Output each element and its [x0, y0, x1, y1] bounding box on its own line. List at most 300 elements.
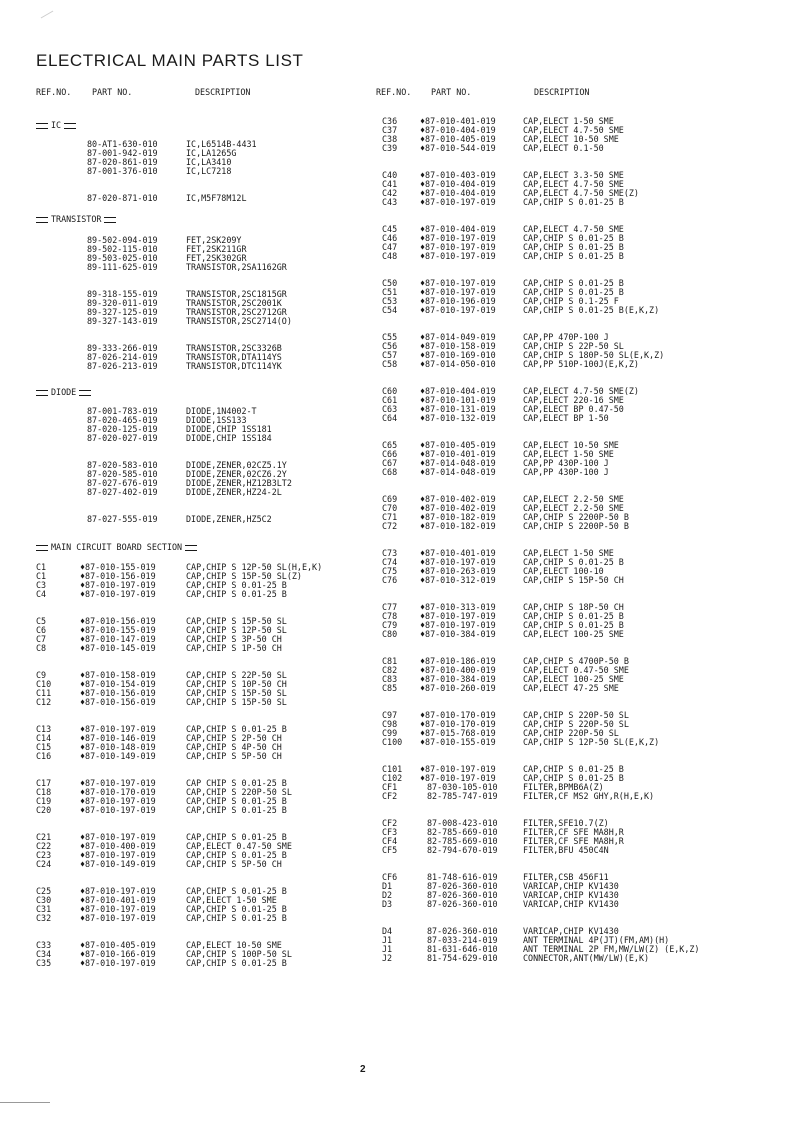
part-no: ♦87-014-049-019 — [420, 332, 496, 342]
description: CAP,ELECT 10-50 SME — [523, 440, 619, 450]
ref-no: C30 — [36, 895, 52, 905]
ref-no: C19 — [36, 796, 52, 806]
ref-no: C53 — [382, 296, 398, 306]
section-rule-right — [104, 217, 116, 223]
part-no: ♦87-010-197-019 — [80, 589, 156, 599]
part-no: ♦87-010-158-019 — [420, 341, 496, 351]
description: DIODE,ZENER,02CZ6.2Y — [186, 469, 287, 479]
description: DIODE,ZENER,HZ5C2 — [186, 514, 272, 524]
ref-no: C60 — [382, 386, 398, 396]
ref-no: C78 — [382, 611, 398, 621]
part-no: ♦87-010-402-019 — [420, 494, 496, 504]
part-no: ♦87-010-197-019 — [80, 904, 156, 914]
part-no: ♦87-010-166-019 — [80, 949, 156, 959]
ref-no: C23 — [36, 850, 52, 860]
description: CAP,CHIP S 0.01-25 B — [186, 805, 287, 815]
description: CAP,CHIP S 15P-50 SL(Z) — [186, 571, 302, 581]
header-ref-right: REF.NO. — [376, 87, 412, 97]
part-no: ♦87-010-170-019 — [80, 787, 156, 797]
part-no: ♦87-010-101-019 — [420, 395, 496, 405]
header-part-right: PART NO. — [431, 87, 472, 97]
part-no: ♦87-010-132-019 — [420, 413, 496, 423]
part-no: 89-327-125-019 — [87, 307, 158, 317]
section-rule-right — [185, 545, 197, 551]
part-no: 89-320-011-019 — [87, 298, 158, 308]
description: CAP,CHIP S 0.1-25 F — [523, 296, 619, 306]
ref-no: C9 — [36, 670, 47, 680]
section-rule-left — [36, 217, 48, 223]
part-no: ♦87-010-156-019 — [80, 697, 156, 707]
ref-no: C82 — [382, 665, 398, 675]
description: FILTER,CF SFE MA8H,R — [523, 836, 624, 846]
description: CAP,CHIP S 0.01-25 B — [523, 242, 624, 252]
description: CAP,CHIP S 15P-50 CH — [523, 575, 624, 585]
part-no: 87-030-105-010 — [427, 782, 498, 792]
ref-no: C22 — [36, 841, 52, 851]
part-no: 89-503-025-010 — [87, 253, 158, 263]
part-no: ♦87-010-197-019 — [420, 242, 496, 252]
ref-no: C101 — [382, 764, 403, 774]
description: TRANSISTOR,2SC3326B — [186, 343, 282, 353]
ref-no: C5 — [36, 616, 47, 626]
ref-no: C25 — [36, 886, 52, 896]
description: CAP,ELECT 10-50 SME — [186, 940, 282, 950]
ref-no: C15 — [36, 742, 52, 752]
ref-no: CF2 — [382, 791, 398, 801]
ref-no: C97 — [382, 710, 398, 720]
part-no: ♦87-010-148-019 — [80, 742, 156, 752]
description: CAP,ELECT 4.7-50 SME(Z) — [523, 188, 639, 198]
part-no: ♦87-010-154-019 — [80, 679, 156, 689]
description: CAP,ELECT 4.7-50 SME — [523, 125, 624, 135]
description: CAP,CHIP S 15P-50 SL — [186, 688, 287, 698]
description: CAP,CHIP S 0.01-25 B — [186, 589, 287, 599]
ref-no: C31 — [36, 904, 52, 914]
description: CAP,CHIP S 1P-50 CH — [186, 643, 282, 653]
ref-no: C20 — [36, 805, 52, 815]
part-no: ♦87-010-196-019 — [420, 296, 496, 306]
ref-no: C39 — [382, 143, 398, 153]
description: DIODE,ZENER,HZ24-2L — [186, 487, 282, 497]
description: CAP,CHIP S 220P-50 SL — [186, 787, 292, 797]
description: CAP,CHIP S 0.01-25 B — [523, 251, 624, 261]
ref-no: D2 — [382, 890, 393, 900]
part-no: 87-026-214-019 — [87, 352, 158, 362]
description: TRANSISTOR,2SC2001K — [186, 298, 282, 308]
part-no: ♦87-010-197-019 — [420, 305, 496, 315]
ref-no: J1 — [382, 935, 393, 945]
ref-no: C50 — [382, 278, 398, 288]
part-no: 89-333-266-019 — [87, 343, 158, 353]
part-no: ♦87-010-149-019 — [80, 859, 156, 869]
ref-no: C102 — [382, 773, 403, 783]
part-no: 87-001-783-019 — [87, 406, 158, 416]
description: CAP,CHIP S 220P-50 SL — [523, 710, 629, 720]
ref-no: C35 — [36, 958, 52, 968]
description: CAP,CHIP S 100P-50 SL — [186, 949, 292, 959]
section-title: MAIN CIRCUIT BOARD SECTION — [51, 542, 183, 552]
part-no: ♦87-010-401-019 — [420, 449, 496, 459]
part-no: ♦87-010-197-019 — [420, 557, 496, 567]
description: CAP,CHIP S 0.01-25 B — [523, 197, 624, 207]
description: TRANSISTOR,2SC2714(O) — [186, 316, 292, 326]
part-no: ♦87-010-156-019 — [80, 616, 156, 626]
description: CAP,CHIP S 0.01-25 B — [186, 886, 287, 896]
description: FILTER,BPMB6A(Z) — [523, 782, 604, 792]
part-no: 82-794-670-019 — [427, 845, 498, 855]
description: CAP,ELECT 100-25 SME — [523, 674, 624, 684]
part-no: ♦87-014-050-010 — [420, 359, 496, 369]
description: CAP,CHIP S 220P-50 SL — [523, 719, 629, 729]
description: DIODE,CHIP 1SS184 — [186, 433, 272, 443]
description: CAP,ELECT 0.47-50 SME — [186, 841, 292, 851]
part-no: ♦87-010-197-019 — [420, 764, 496, 774]
part-no: ♦87-010-197-019 — [80, 886, 156, 896]
ref-no: C80 — [382, 629, 398, 639]
part-no: ♦87-010-197-019 — [80, 724, 156, 734]
part-no: ♦87-010-405-019 — [420, 440, 496, 450]
description: CONNECTOR,ANT(MW/LW)(E,K) — [523, 953, 650, 963]
ref-no: C48 — [382, 251, 398, 261]
ref-no: C85 — [382, 683, 398, 693]
description: CAP,CHIP S 0.01-25 B — [186, 958, 287, 968]
description: FET,2SK302GR — [186, 253, 247, 263]
description: VARICAP,CHIP KV1430 — [523, 881, 619, 891]
part-no: ♦87-010-544-019 — [420, 143, 496, 153]
part-no: ♦87-010-149-019 — [80, 751, 156, 761]
part-no: ♦87-010-401-019 — [80, 895, 156, 905]
part-no: ♦87-014-048-019 — [420, 467, 496, 477]
description: CAP,ELECT BP 1-50 — [523, 413, 609, 423]
part-no: ♦87-010-197-019 — [80, 832, 156, 842]
ref-no: C46 — [382, 233, 398, 243]
ref-no: C18 — [36, 787, 52, 797]
ref-no: C7 — [36, 634, 47, 644]
part-no: ♦87-010-404-019 — [420, 188, 496, 198]
ref-no: C14 — [36, 733, 52, 743]
description: DIODE,1SS133 — [186, 415, 247, 425]
ref-no: C74 — [382, 557, 398, 567]
part-no: ♦87-015-768-019 — [420, 728, 496, 738]
part-no: 89-327-143-019 — [87, 316, 158, 326]
ref-no: C99 — [382, 728, 398, 738]
ref-no: C100 — [382, 737, 403, 747]
ref-no: CF1 — [382, 782, 398, 792]
part-no: 87-020-027-019 — [87, 433, 158, 443]
part-no: ♦87-010-404-019 — [420, 224, 496, 234]
part-no: ♦87-010-403-019 — [420, 170, 496, 180]
description: CAP,CHIP S 10P-50 CH — [186, 679, 287, 689]
ref-no: C67 — [382, 458, 398, 468]
ref-no: C61 — [382, 395, 398, 405]
part-no: 87-020-861-019 — [87, 157, 158, 167]
part-no: ♦87-010-146-019 — [80, 733, 156, 743]
part-no: ♦87-010-404-019 — [420, 125, 496, 135]
ref-no: C45 — [382, 224, 398, 234]
header-part-left: PART NO. — [92, 87, 133, 97]
ref-no: C69 — [382, 494, 398, 504]
description: CAP,CHIP S 0.01-25 B — [186, 724, 287, 734]
part-no: 87-001-942-019 — [87, 148, 158, 158]
part-no: ♦87-010-182-019 — [420, 521, 496, 531]
part-no: ♦87-010-197-019 — [420, 773, 496, 783]
part-no: 80-AT1-630-010 — [87, 139, 158, 149]
description: CAP,ELECT 1-50 SME — [523, 449, 614, 459]
description: FILTER,CF SFE MA8H,R — [523, 827, 624, 837]
description: CAP,CHIP S 3P-50 CH — [186, 634, 282, 644]
section-rule-left — [36, 545, 48, 551]
part-no: ♦87-010-404-019 — [420, 179, 496, 189]
description: IC,LC7218 — [186, 166, 232, 176]
part-no: ♦87-010-405-019 — [420, 134, 496, 144]
ref-no: C70 — [382, 503, 398, 513]
description: CAP,ELECT 220-16 SME — [523, 395, 624, 405]
ref-no: C65 — [382, 440, 398, 450]
part-no: 81-754-629-010 — [427, 953, 498, 963]
ref-no: C12 — [36, 697, 52, 707]
part-no: ♦87-010-197-019 — [80, 850, 156, 860]
part-no: ♦87-010-170-019 — [420, 719, 496, 729]
ref-no: J2 — [382, 953, 393, 963]
part-no: 87-020-585-010 — [87, 469, 158, 479]
description: CAP,ELECT 1-50 SME — [523, 116, 614, 126]
ref-no: C13 — [36, 724, 52, 734]
part-no: ♦87-010-197-019 — [80, 796, 156, 806]
description: CAP,CHIP S 12P-50 SL — [186, 625, 287, 635]
part-no: 89-502-115-010 — [87, 244, 158, 254]
part-no: ♦87-010-197-019 — [80, 913, 156, 923]
section-rule-right — [64, 123, 76, 129]
part-no: 87-033-214-019 — [427, 935, 498, 945]
ref-no: C4 — [36, 589, 47, 599]
part-no: ♦87-010-156-019 — [80, 688, 156, 698]
part-no: ♦87-010-145-019 — [80, 643, 156, 653]
ref-no: CF2 — [382, 818, 398, 828]
section-rule-right — [79, 390, 91, 396]
description: CAP,CHIP S 5P-50 CH — [186, 751, 282, 761]
description: CAP,CHIP S 0.01-25 B — [523, 233, 624, 243]
description: IC,LA1265G — [186, 148, 237, 158]
description: CAP,CHIP S 22P-50 SL — [523, 341, 624, 351]
description: FILTER,CF MS2 GHY,R(H,E,K) — [523, 791, 655, 801]
description: CAP,CHIP S 0.01-25 B — [523, 620, 624, 630]
description: FET,2SK209Y — [186, 235, 242, 245]
ref-no: C98 — [382, 719, 398, 729]
part-no: ♦87-010-197-019 — [80, 805, 156, 815]
part-no: 87-026-360-010 — [427, 899, 498, 909]
description: CAP,ELECT BP 0.47-50 — [523, 404, 624, 414]
part-no: ♦87-010-197-019 — [420, 197, 496, 207]
description: DIODE,1N4002-T — [186, 406, 257, 416]
part-no: ♦87-010-384-019 — [420, 674, 496, 684]
description: CAP,PP 510P-100J(E,K,Z) — [523, 359, 639, 369]
description: CAP,CHIP S 4P-50 CH — [186, 742, 282, 752]
section-heading — [36, 121, 79, 130]
part-no: ♦87-010-401-019 — [420, 116, 496, 126]
description: CAP,ELECT 0.1-50 — [523, 143, 604, 153]
ref-no: C17 — [36, 778, 52, 788]
part-no: ♦87-010-197-019 — [420, 611, 496, 621]
section-rule-left — [36, 123, 48, 129]
section-heading — [36, 543, 200, 552]
description: CAP,ELECT 100-25 SME — [523, 629, 624, 639]
description: CAP,CHIP S 18P-50 CH — [523, 602, 624, 612]
ref-no: C56 — [382, 341, 398, 351]
part-no: 87-020-583-010 — [87, 460, 158, 470]
ref-no: C32 — [36, 913, 52, 923]
part-no: ♦87-010-155-019 — [80, 562, 156, 572]
ref-no: C71 — [382, 512, 398, 522]
description: CAP,CHIP S 0.01-25 B — [523, 278, 624, 288]
description: CAP,PP 430P-100 J — [523, 458, 609, 468]
ref-no: C58 — [382, 359, 398, 369]
ref-no: C54 — [382, 305, 398, 315]
ref-no: C1 — [36, 562, 47, 572]
description: CAP,PP 470P-100 J — [523, 332, 609, 342]
description: CAP,ELECT 4.7-50 SME — [523, 224, 624, 234]
description: CAP,CHIP S 0.01-25 B — [523, 764, 624, 774]
description: IC,L6514B-4431 — [186, 139, 257, 149]
description: CAP,CHIP S 0.01-25 B — [186, 832, 287, 842]
part-no: ♦87-010-158-019 — [80, 670, 156, 680]
ref-no: C66 — [382, 449, 398, 459]
description: VARICAP,CHIP KV1430 — [523, 926, 619, 936]
description: CAP,CHIP S 0.01-25 B(E,K,Z) — [523, 305, 660, 315]
part-no: 89-318-155-019 — [87, 289, 158, 299]
ref-no: D3 — [382, 899, 393, 909]
part-no: 87-026-360-010 — [427, 881, 498, 891]
section-heading — [36, 215, 119, 224]
description: IC,LA3410 — [186, 157, 232, 167]
part-no: ♦87-010-405-019 — [80, 940, 156, 950]
ref-no: C47 — [382, 242, 398, 252]
header-ref-left: REF.NO. — [36, 87, 72, 97]
ref-no: D1 — [382, 881, 393, 891]
part-no: 82-785-669-010 — [427, 836, 498, 846]
description: CAP,CHIP S 0.01-25 B — [523, 773, 624, 783]
part-no: ♦87-010-384-019 — [420, 629, 496, 639]
description: CAP,CHIP S 0.01-25 B — [186, 580, 287, 590]
part-no: ♦87-010-197-019 — [420, 278, 496, 288]
ref-no: C51 — [382, 287, 398, 297]
part-no: ♦87-010-197-019 — [80, 778, 156, 788]
ref-no: C41 — [382, 179, 398, 189]
part-no: ♦87-010-313-019 — [420, 602, 496, 612]
part-no: 87-020-125-019 — [87, 424, 158, 434]
description: CAP,CHIP S 0.01-25 B — [186, 850, 287, 860]
part-no: ♦87-010-156-019 — [80, 571, 156, 581]
ref-no: C57 — [382, 350, 398, 360]
ref-no: C36 — [382, 116, 398, 126]
part-no: 87-001-376-010 — [87, 166, 158, 176]
header-desc-left: DESCRIPTION — [195, 87, 251, 97]
ref-no: C79 — [382, 620, 398, 630]
part-no: ♦87-010-401-019 — [420, 548, 496, 558]
part-no: ♦87-010-197-019 — [420, 620, 496, 630]
page-title: ELECTRICAL MAIN PARTS LIST — [36, 51, 304, 70]
description: CAP,PP 430P-100 J — [523, 467, 609, 477]
description: IC,M5F78M12L — [186, 193, 247, 203]
ref-no: C75 — [382, 566, 398, 576]
description: FET,2SK211GR — [186, 244, 247, 254]
ref-no: C43 — [382, 197, 398, 207]
description: CAP,ELECT 2.2-50 SME — [523, 503, 624, 513]
description: CAP,CHIP S 4700P-50 B — [523, 656, 629, 666]
description: CAP,CHIP S 2200P-50 B — [523, 521, 629, 531]
ref-no: C8 — [36, 643, 47, 653]
description: CAP,ELECT 1-50 SME — [186, 895, 277, 905]
part-no: ♦87-010-263-019 — [420, 566, 496, 576]
part-no: ♦87-010-155-019 — [420, 737, 496, 747]
ref-no: C64 — [382, 413, 398, 423]
part-no: 81-748-616-019 — [427, 872, 498, 882]
description: CAP,CHIP S 15P-50 SL — [186, 697, 287, 707]
part-no: 87-027-555-019 — [87, 514, 158, 524]
description: CAP CHIP S 0.01-25 B — [186, 778, 287, 788]
ref-no: CF6 — [382, 872, 398, 882]
ref-no: CF4 — [382, 836, 398, 846]
description: CAP,CHIP S 15P-50 SL — [186, 616, 287, 626]
description: CAP,CHIP S 180P-50 SL(E,K,Z) — [523, 350, 665, 360]
section-heading — [36, 388, 94, 397]
ref-no: C63 — [382, 404, 398, 414]
description: ANT TERMINAL 2P FM,MW/LW(Z) (E,K,Z) — [523, 944, 700, 954]
part-no: ♦87-010-182-019 — [420, 512, 496, 522]
ref-no: C42 — [382, 188, 398, 198]
part-no: 82-785-669-010 — [427, 827, 498, 837]
part-no: ♦87-010-197-019 — [420, 251, 496, 261]
description: CAP,ELECT 0.47-50 SME — [523, 665, 629, 675]
part-no: ♦87-010-312-019 — [420, 575, 496, 585]
part-no: 87-008-423-010 — [427, 818, 498, 828]
description: CAP,CHIP S 2P-50 CH — [186, 733, 282, 743]
part-no: ♦87-010-186-019 — [420, 656, 496, 666]
ref-no: C34 — [36, 949, 52, 959]
part-no: ♦87-010-197-019 — [80, 958, 156, 968]
part-no: 89-502-094-019 — [87, 235, 158, 245]
ref-no: C1 — [36, 571, 47, 581]
ref-no: C16 — [36, 751, 52, 761]
description: CAP,CHIP S 12P-50 SL(E,K,Z) — [523, 737, 660, 747]
description: CAP,CHIP S 0.01-25 B — [523, 557, 624, 567]
ref-no: J1 — [382, 944, 393, 954]
description: CAP,ELECT 4.7-50 SME — [523, 179, 624, 189]
part-no: ♦87-010-402-019 — [420, 503, 496, 513]
part-no: 87-020-465-019 — [87, 415, 158, 425]
description: FILTER,CSB 456F11 — [523, 872, 609, 882]
part-no: ♦87-010-400-019 — [420, 665, 496, 675]
description: CAP,ELECT 10-50 SME — [523, 134, 619, 144]
description: DIODE,ZENER,02CZ5.1Y — [186, 460, 287, 470]
part-no: 87-026-360-010 — [427, 890, 498, 900]
description: TRANSISTOR,DTC114YK — [186, 361, 282, 371]
description: CAP,CHIP S 2200P-50 B — [523, 512, 629, 522]
ref-no: C77 — [382, 602, 398, 612]
description: CAP,ELECT 2.2-50 SME — [523, 494, 624, 504]
description: CAP,ELECT 1-50 SME — [523, 548, 614, 558]
description: CAP,CHIP S 12P-50 SL(H,E,K) — [186, 562, 323, 572]
description: CAP,CHIP S 22P-50 SL — [186, 670, 287, 680]
ref-no: C83 — [382, 674, 398, 684]
ref-no: C6 — [36, 625, 47, 635]
footer-rule — [0, 1102, 50, 1103]
description: CAP,CHIP S 0.01-25 B — [186, 913, 287, 923]
part-no: ♦87-010-170-019 — [420, 710, 496, 720]
description: CAP,CHIP 220P-50 SL — [523, 728, 619, 738]
part-no: 89-111-625-019 — [87, 262, 158, 272]
part-no: 87-026-360-010 — [427, 926, 498, 936]
part-no: ♦87-010-131-019 — [420, 404, 496, 414]
